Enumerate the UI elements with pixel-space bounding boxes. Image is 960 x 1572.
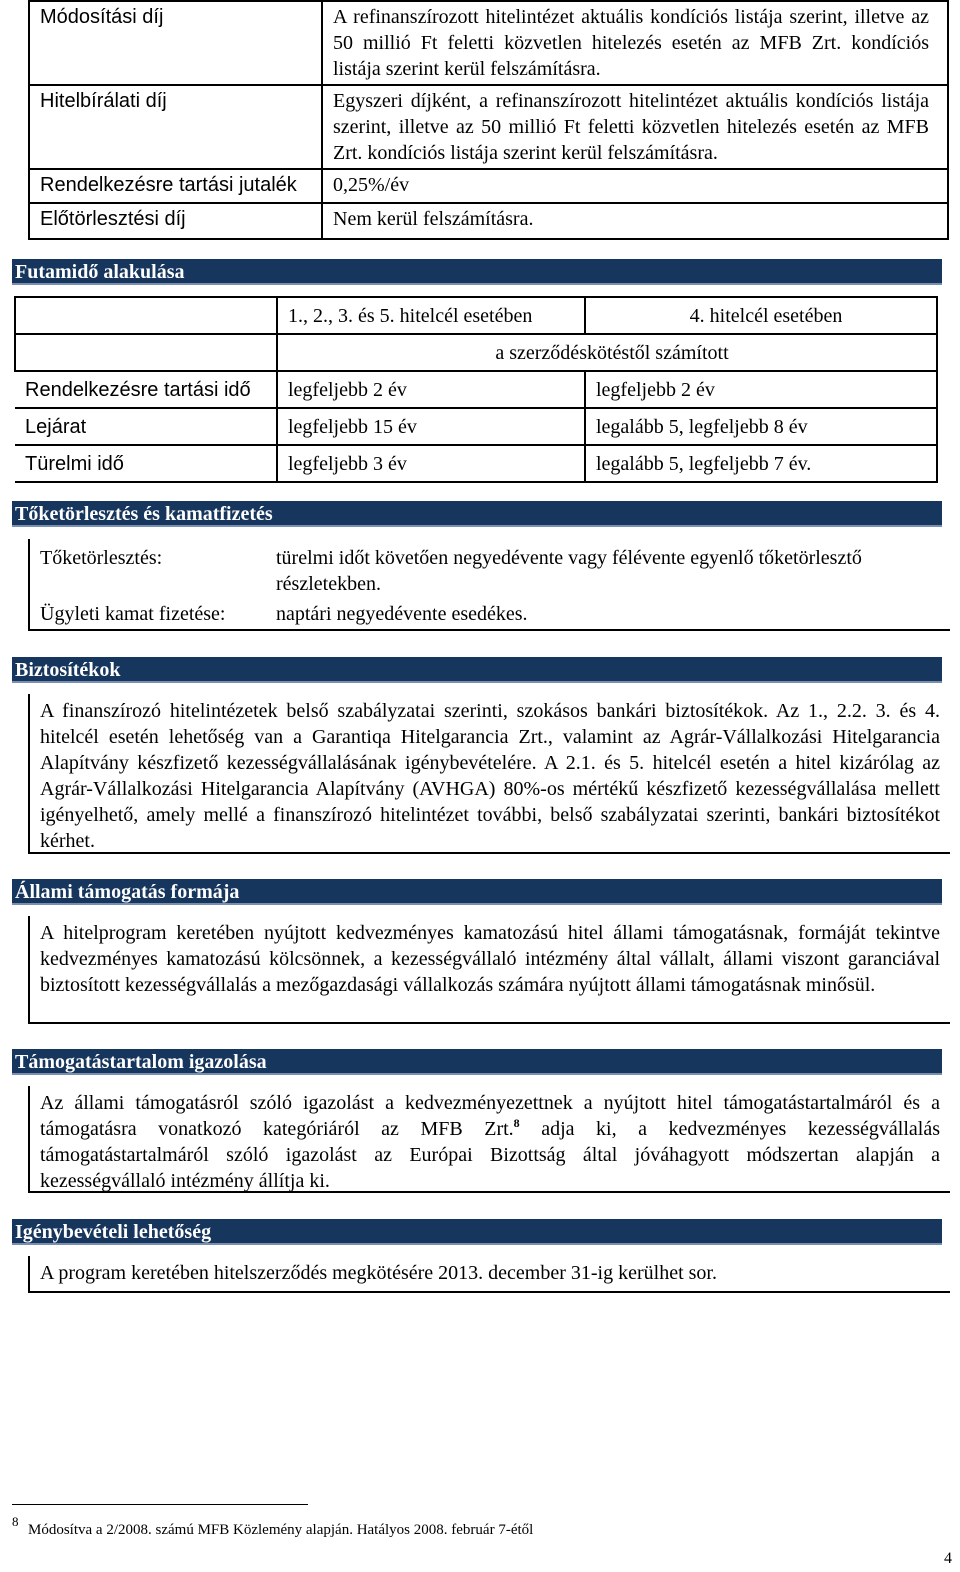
availability-box [28,1256,950,1293]
repayment-value: részletekben. [276,573,381,595]
repayment-row [40,545,940,571]
table-row [29,169,948,203]
row-label: Lejárat [15,408,277,445]
cell-value: legfeljebb 2 év [585,371,937,408]
repayment-value: türelmi időt követően negyedévente vagy félévente egyenlő tőketörlesztő [276,547,862,569]
footnote-number: 8 [12,1514,19,1529]
aid-certificate-text-a: Az állami támogatásról szóló igazolást a kedvezményezettnek a nyújtott hitel támogatástartalmáról és a támogatásra vonatkozó kategóriáról az MFB Zrt. [40,1092,940,1140]
aid-certificate-text-b: adja ki, a kedvezményes kezességvállalás támogatástartalmáról szóló igazolást az Európai Bizottság által jóváhagyott módszertan alapján a kezességvállaló intézmény állítja ki. [40,1118,940,1192]
aid-certificate-text [40,1090,940,1194]
state-aid-text: A hitelprogram keretében nyújtott kedvezményes kamatozású hitel állami támogatásnak, formáját tekintve kedvezményes kamatozású kölcsönnek, a kezességvállaló intézmény által vállalt, állami viszont garanciával biztosított kezességvállalás a mezőgazdasági vállalkozás számára nyújtott állami támogatásnak minősül. [40,922,940,996]
page-number: 4 [944,1550,952,1567]
table-row [15,334,937,371]
row-label: Türelmi idő [15,445,277,482]
empty-cell [15,334,277,371]
repayment-row [40,571,940,597]
fee-value: Nem kerül felszámításra. [322,203,948,239]
table-row [15,297,937,334]
table-row [29,203,948,239]
maturity-table [14,296,938,483]
collateral-box [28,694,950,854]
repayment-label: Tőketörlesztés: [40,547,163,569]
repayment-box [28,539,950,631]
section-header-collateral: Biztosítékok [12,657,942,683]
section-header-availability: Igénybevételi lehetőség [12,1219,942,1245]
availability-text: A program keretében hitelszerződés megkötésére 2013. december 31-ig kerülhet sor. [40,1262,717,1284]
table-row [29,1,948,85]
fee-label: Módosítási díj [29,1,322,85]
fee-label: Rendelkezésre tartási jutalék [29,169,322,203]
fee-value: A refinanszírozott hitelintézet aktuális kondíciós listája szerint, illetve az 50 millió Ft feletti közvetlen hitelezés esetén az MFB Zrt. kondíciós listája szerint kerül felszámításra. [322,1,948,85]
interest-value: naptári negyedévente esedékes. [276,603,528,625]
aid-certificate-box [28,1086,950,1193]
fee-value: Egyszeri díjként, a refinanszírozott hitelintézet aktuális kondíciós listája szerint, illetve az 50 millió Ft feletti közvetlen hitelezés esetén az MFB Zrt. kondíciós listája szerint kerül felszámításra. [322,85,948,169]
row-label: Rendelkezésre tartási idő [15,371,277,408]
cell-value: legfeljebb 3 év [277,445,585,482]
footnote-text: Módosítva a 2/2008. számú MFB Közlemény alapján. Hatályos 2008. február 7-étől [28,1522,534,1538]
section-header-maturity: Futamidő alakulása [12,259,942,285]
footnote-rule [12,1504,308,1505]
footnote-reference[interactable]: 8 [513,1116,520,1130]
cell-value: legfeljebb 2 év [277,371,585,408]
table-row [29,85,948,169]
cell-value: legfeljebb 15 év [277,408,585,445]
collateral-text: A finanszírozó hitelintézetek belső szabályzatai szerinti, szokásos bankári biztosítékok. Az 1., 2.2. 3. és 4. hitelcél esetén lehetőség van a Garantiqa Hitelgarancia Zrt., valamint az Agrár-Vállalkozási Hitelgarancia Alapítvány készfizető kezességvállalásának igénybevételére. A 2.1. és 5. hitelcél esetén a hitel kizárólag az Agrár-Vállalkozási Hitelgarancia Alapítvány (AVHGA) 80%-os mértékű készfizető kezességvállalása mellett igényelhető, amely mellé a finanszírozó hitelintézet további, belső szabályzatai szerinti, bankári biztosítékot kérhet. [40,700,940,852]
cell-value: legalább 5, legfeljebb 7 év. [585,445,937,482]
section-header-repayment: Tőketörlesztés és kamatfizetés [12,501,942,527]
interest-label: Ügyleti kamat fizetése: [40,603,226,625]
column-subheader: a szerződéskötéstől számított [277,334,937,371]
state-aid-box [28,916,950,1024]
fee-label: Előtörlesztési díj [29,203,322,239]
section-header-state-aid: Állami támogatás formája [12,879,942,905]
column-header: 4. hitelcél esetében [585,297,937,334]
fee-table [28,0,949,240]
interest-row [40,601,940,627]
cell-value: legalább 5, legfeljebb 8 év [585,408,937,445]
fee-label: Hitelbírálati díj [29,85,322,169]
section-header-aid-certificate: Támogatástartalom igazolása [12,1049,942,1075]
fee-value: 0,25%/év [322,169,948,203]
table-row [15,371,937,408]
table-row [15,445,937,482]
empty-cell [15,297,277,334]
table-row [15,408,937,445]
column-header: 1., 2., 3. és 5. hitelcél esetében [277,297,585,334]
